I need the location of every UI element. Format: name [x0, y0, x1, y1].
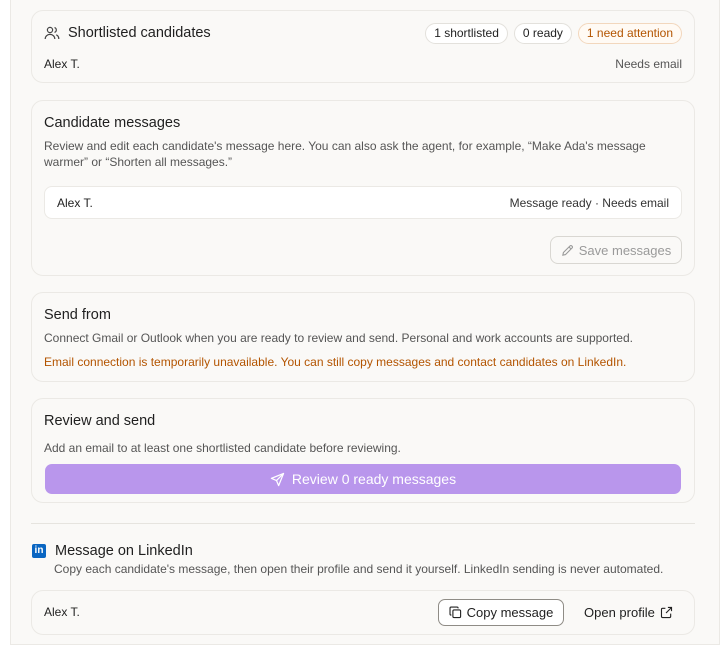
message-row-status: Message ready · Needs email	[509, 196, 669, 210]
send-icon	[270, 472, 285, 487]
copy-message-button[interactable]	[438, 599, 564, 626]
linkedin-icon: in	[32, 544, 46, 558]
linkedin-candidate-row	[31, 590, 695, 635]
review-description: Add an email to at least one shortlisted candidate before reviewing.	[44, 441, 401, 455]
users-icon	[44, 25, 60, 41]
messages-title: Candidate messages	[44, 115, 181, 131]
send-from-title: Send from	[44, 307, 111, 323]
save-messages-label: Save messages	[578, 242, 672, 258]
review-and-send-card	[31, 398, 695, 503]
open-profile-label: Open profile	[584, 605, 655, 620]
shortlist-title: Shortlisted candidates	[68, 25, 211, 41]
send-from-card	[31, 292, 695, 382]
pencil-icon	[561, 244, 574, 257]
review-button-label: Review 0 ready messages	[291, 471, 457, 487]
candidate-messages-card	[31, 100, 695, 276]
shortlisted-candidates-card	[31, 10, 695, 83]
linkedin-description: Copy each candidate's message, then open their profile and send it yourself. LinkedIn sending is never automated.	[54, 562, 664, 576]
review-messages-button[interactable]	[45, 464, 681, 494]
linkedin-title: Message on LinkedIn	[55, 543, 193, 559]
send-from-description: Connect Gmail or Outlook when you are ready to review and send. Personal and work accounts are supported.	[44, 331, 633, 345]
shortlisted-count-badge: 1 shortlisted	[425, 23, 508, 44]
save-messages-button[interactable]	[550, 236, 682, 264]
copy-icon	[449, 606, 462, 619]
candidate-name: Alex T.	[44, 57, 80, 71]
ready-count-badge: 0 ready	[514, 23, 572, 44]
attention-count-badge: 1 need attention	[578, 23, 682, 44]
shortlist-badges	[425, 23, 682, 44]
review-title: Review and send	[44, 413, 156, 429]
section-divider	[31, 523, 695, 524]
copy-message-label: Copy message	[466, 605, 554, 620]
linkedin-header	[32, 543, 193, 559]
linkedin-candidate-name: Alex T.	[44, 605, 80, 619]
messages-description: Review and edit each candidate's message here. You can also ask the agent, for example, “Make Ada's message warmer” or “Shorten all messages.”	[44, 139, 646, 169]
message-row[interactable]	[44, 186, 682, 219]
open-profile-link[interactable]	[584, 605, 673, 620]
shortlist-header	[44, 25, 211, 41]
panel	[10, 0, 720, 645]
external-link-icon	[660, 606, 673, 619]
email-unavailable-warning: Email connection is temporarily unavailable. You can still copy messages and contact candidates on LinkedIn.	[44, 355, 627, 369]
message-row-name: Alex T.	[57, 196, 93, 210]
candidate-status: Needs email	[615, 57, 682, 71]
